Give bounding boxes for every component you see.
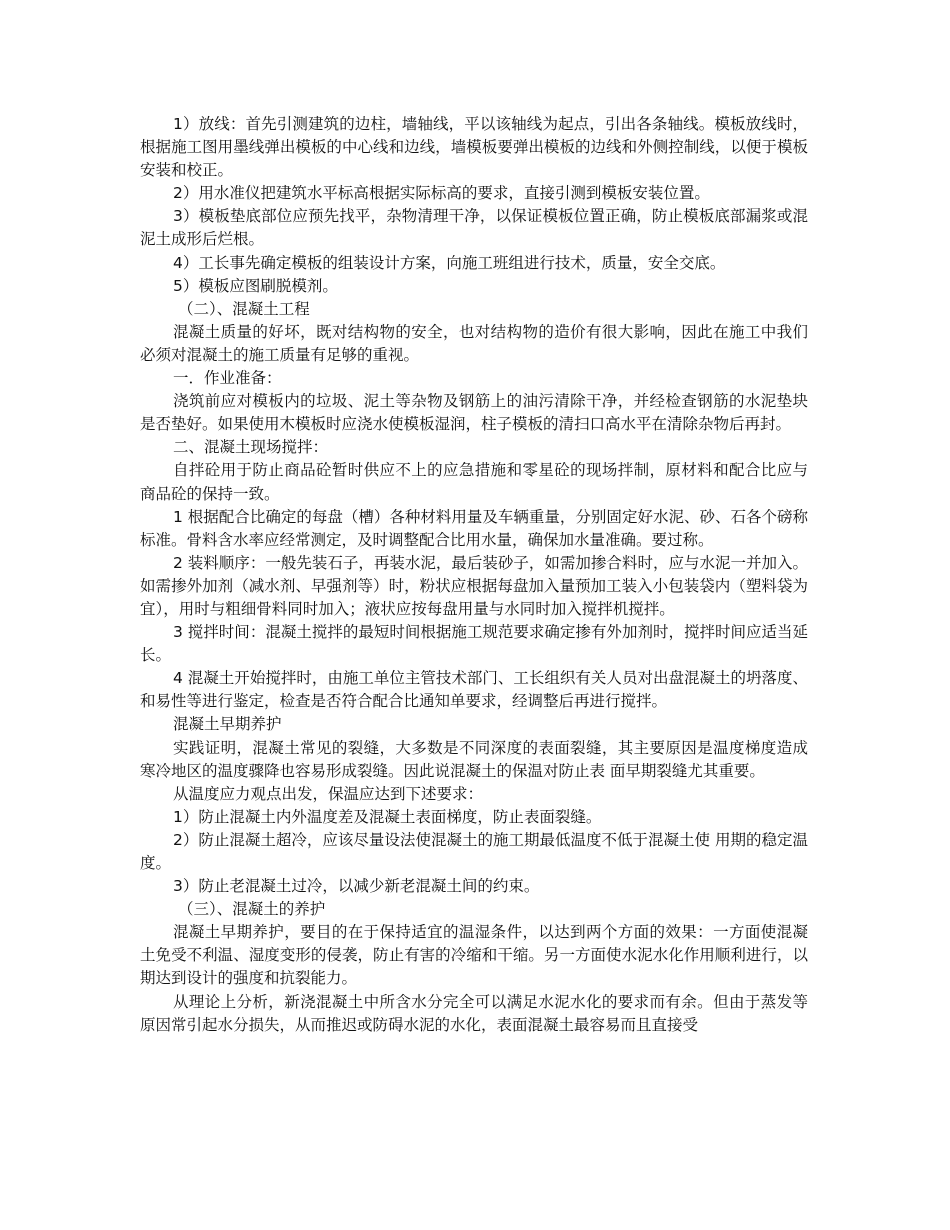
paragraph-loading-order: 2 装料顺序：一般先装石子，再装水泥，最后装砂子，如需加掺合料时，应与水泥一并加入。如需掺外加剂（减水剂、早强剂等）时，粉状应根据每盘加入量预加工装入小包装袋内（塑料袋为宜），用时与粗细骨料同时加入；液状应按每盘用量与水同时加入搅拌机搅拌。 [140,553,808,618]
subheading-preparation: 一．作业准备： [173,369,282,388]
subheading-site-mixing: 二、混凝土现场搅拌： [173,438,329,457]
paragraph-requirement-1: 1）防止混凝土内外温度差及混凝土表面梯度，防止表面裂缝。 [173,807,602,826]
section-heading-curing: （三）、混凝土的养护 [178,900,326,919]
paragraph-concrete-quality: 混凝土质量的好坏，既对结构物的安全，也对结构物的造价有很大影响，因此在施工中我们必须对混凝土的施工质量有足够的重视。 [140,322,808,364]
paragraph-cleaning: 浇筑前应对模板内的垃圾、泥土等杂物及钢筋上的油污清除干净，并经检查钢筋的水泥垫块是否垫好。如果使用木模板时应浇水使模板湿润，柱子模板的清扫口高水平在清除杂物后再封。 [140,392,808,434]
paragraph-mix-ratio: 1 根据配合比确定的每盘（槽）各种材料用量及车辆重量，分别固定好水泥、砂、石各个磅称标准。骨料含水率应经常测定，及时调整配合比用水量，确保加水量准确。要过称。 [140,507,808,549]
paragraph-self-mixing: 自拌砼用于防止商品砼暂时供应不上的应急措施和零星砼的现场拌制，原材料和配合比应与商品砼的保持一致。 [140,461,808,503]
paragraph-requirement-3: 3）防止老混凝土过冷，以减少新老混凝土间的约束。 [173,877,540,896]
paragraph-curing-purpose: 混凝土早期养护，要目的在于保持适宜的温湿条件，以达到两个方面的效果：一方面使混凝土免受不利温、湿度变形的侵袭，防止有害的冷缩和干缩。另一方面使水泥水化作用顺利进行，以期达到设计的强度和抗裂能力。 [140,923,808,988]
paragraph-release-agent: 5）模板应图刷脱模剂。 [173,276,338,295]
paragraph-formwork-base: 3）模板垫底部位应预先找平，杂物清理干净，以保证模板位置正确，防止模板底部漏浆或混泥土成形后烂根。 [140,207,808,249]
section-heading-concrete-works: （二）、混凝土工程 [178,299,310,318]
paragraph-curing-theory: 从理论上分析，新浇混凝土中所含水分完全可以满足水泥水化的要求而有余。但由于蒸发等原因常引起水分损失，从而推迟或防碍水泥的水化，表面混凝土最容易而且直接受 [140,992,808,1034]
paragraph-requirement-2: 2）防止混凝土超冷，应该尽量设法使混凝土的施工期最低温度不低于混凝土使 用期的稳定温度。 [140,830,808,872]
paragraph-temperature-stress: 从温度应力观点出发，保温应达到下述要求： [173,784,484,803]
paragraph-mixing-time: 3 搅拌时间：混凝土搅拌的最短时间根据施工规范要求确定掺有外加剂时，搅拌时间应适当延长。 [140,623,808,665]
paragraph-cracks: 实践证明，混凝土常见的裂缝，大多数是不同深度的表面裂缝，其主要原因是温度梯度造成寒冷地区的温度骤降也容易形成裂缝。因此说混凝土的保温对防止表 面早期裂缝尤其重要。 [140,738,808,780]
subheading-early-curing: 混凝土早期养护 [173,715,282,734]
paragraph-mixing-check: 4 混凝土开始搅拌时，由施工单位主管技术部门、工长组织有关人员对出盘混凝土的坍落度、和易性等进行鉴定，检查是否符合配合比通知单要求，经调整后再进行搅拌。 [140,669,808,711]
paragraph-foreman-design: 4）工长事先确定模板的组装设计方案，向施工班组进行技术，质量，安全交底。 [173,253,726,272]
paragraph-level-survey: 2）用水准仪把建筑水平标高根据实际标高的要求，直接引测到模板安装位置。 [173,184,710,203]
paragraph-setout: 1）放线：首先引测建筑的边柱，墙轴线，平以该轴线为起点，引出各条轴线。模板放线时，根据施工图用墨线弹出模板的中心线和边线，墙模板要弹出模板的边线和外侧控制线，以便于模板安装和校正。 [140,115,808,180]
document-page [140,113,808,1037]
